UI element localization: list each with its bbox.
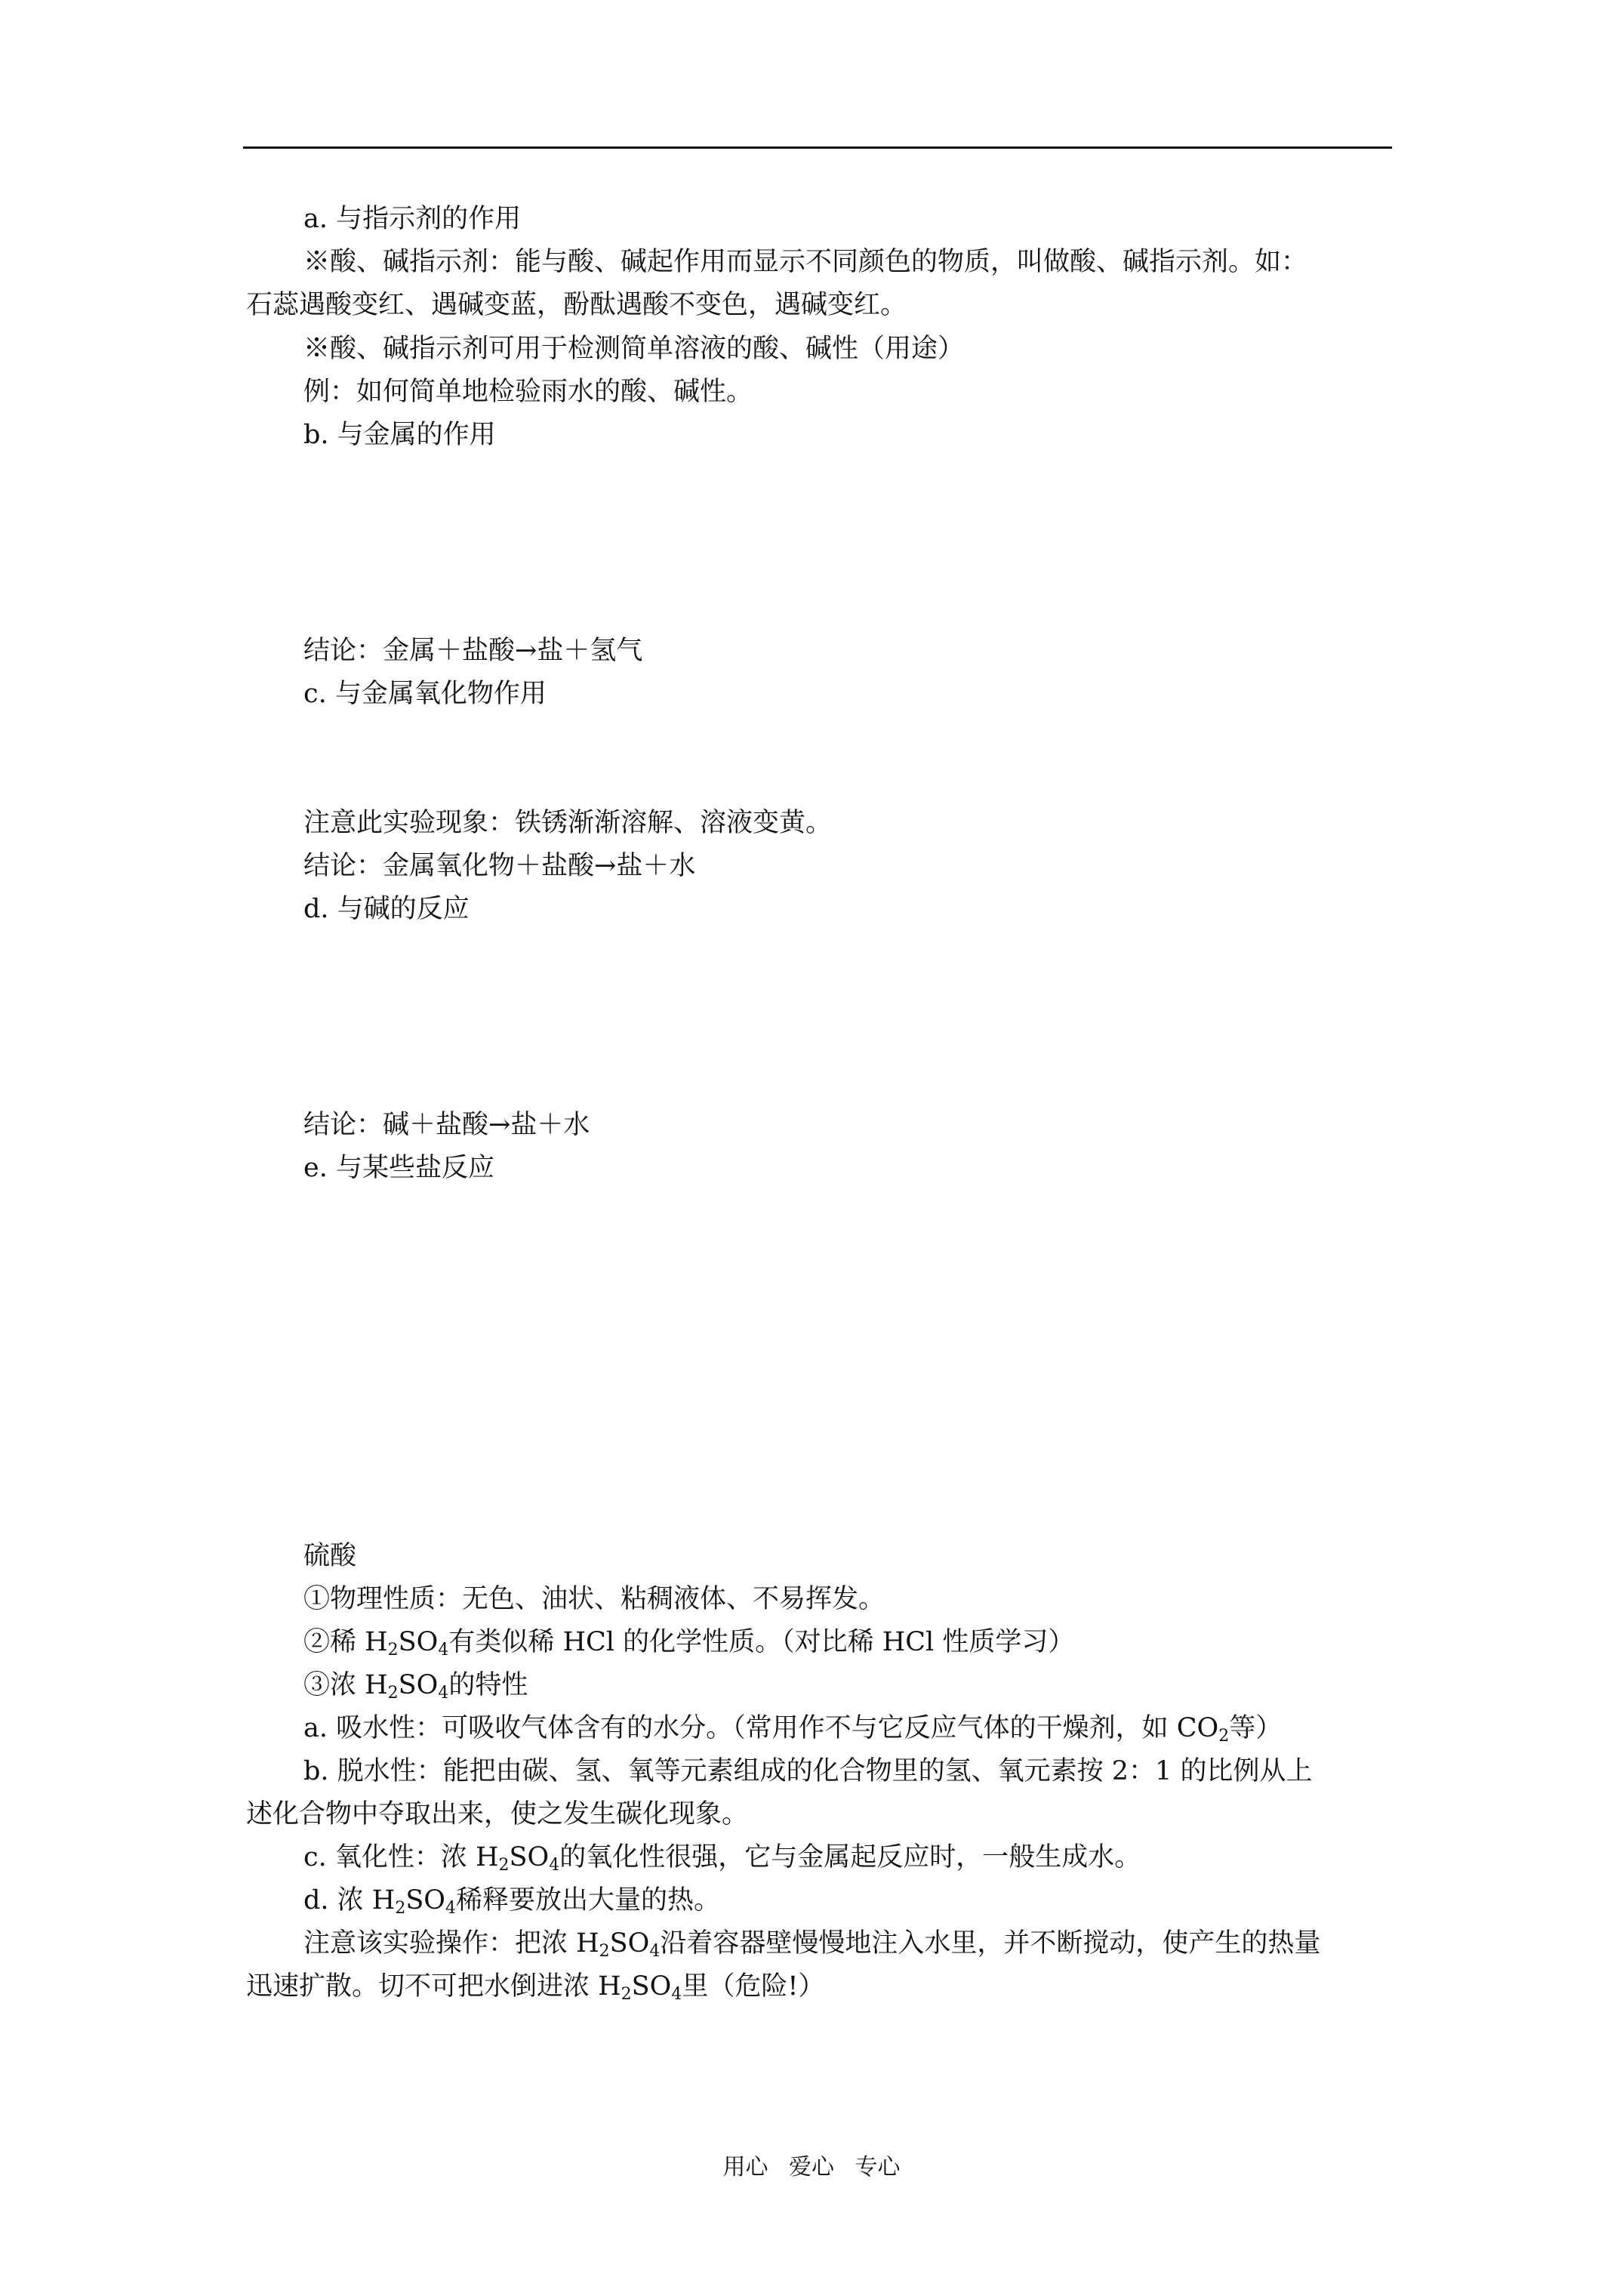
heading-sulfuric-acid: 硫酸 <box>303 1541 357 1571</box>
heading-c-metal-oxide: c. 与金属氧化物作用 <box>303 679 547 709</box>
item-physical-properties: ①物理性质：无色、油状、粘稠液体、不易挥发。 <box>303 1584 885 1614</box>
paragraph-indicator-definition-cont: 石蕊遇酸变红、遇碱变蓝，酚酞遇酸不变色，遇碱变红。 <box>246 290 907 320</box>
property-hygroscopic: a. 吸水性：可吸收气体含有的水分。（常用作不与它反应气体的干燥剂，如 $CO_2$等） <box>303 1713 1283 1746</box>
page-footer: 用心 爱心 专心 <box>722 2154 901 2180</box>
item-dilute-h2so4: ②稀 $H_2SO_4$有类似稀 HCl 的化学性质。（对比稀 HCl 性质学习） <box>303 1627 1075 1660</box>
property-dehydrating-cont: 述化合物中夺取出来，使之发生碳化现象。 <box>246 1799 749 1829</box>
property-oxidizing: c. 氧化性：浓 $H_2SO_4$的氧化性很强，它与金属起反应时，一般生成水。 <box>303 1842 1141 1875</box>
paragraph-indicator-definition: ※酸、碱指示剂：能与酸、碱起作用而显示不同颜色的物质，叫做酸、碱指示剂。如： <box>303 247 1308 277</box>
note-dilution-procedure: 注意该实验操作：把浓 $H_2SO_4$沿着容器壁慢慢地注入水里，并不断搅动，使产生的热量 <box>303 1928 1321 1961</box>
note-dilution-procedure-cont: 迅速扩散。切不可把水倒进浓 $H_2SO_4$里（危险!） <box>246 1971 825 2004</box>
paragraph-indicator-usage: ※酸、碱指示剂可用于检测简单溶液的酸、碱性（用途） <box>303 334 965 364</box>
paragraph-example: 例：如何简单地检验雨水的酸、碱性。 <box>303 377 753 407</box>
property-dehydrating: b. 脱水性：能把由碳、氢、氧等元素组成的化合物里的氢、氧元素按 2：1 的比例从上 <box>303 1756 1313 1786</box>
conclusion-metal-oxide: 结论：金属氧化物＋盐酸→盐＋水 <box>303 851 696 881</box>
item-concentrated-h2so4: ③浓 $H_2SO_4$的特性 <box>303 1670 528 1703</box>
conclusion-metal: 结论：金属＋盐酸→盐＋氢气 <box>303 636 643 666</box>
heading-d-base: d. 与碱的反应 <box>303 894 470 924</box>
property-dilution-heat: d. 浓 $H_2SO_4$稀释要放出大量的热。 <box>303 1885 720 1918</box>
heading-a-indicator: a. 与指示剂的作用 <box>303 204 522 234</box>
note-rust-experiment: 注意此实验现象：铁锈渐渐溶解、溶液变黄。 <box>303 808 833 838</box>
conclusion-base: 结论：碱＋盐酸→盐＋水 <box>303 1110 590 1140</box>
header-rule <box>243 146 1392 149</box>
heading-b-metal: b. 与金属的作用 <box>303 420 496 450</box>
heading-e-salt: e. 与某些盐反应 <box>303 1153 494 1183</box>
